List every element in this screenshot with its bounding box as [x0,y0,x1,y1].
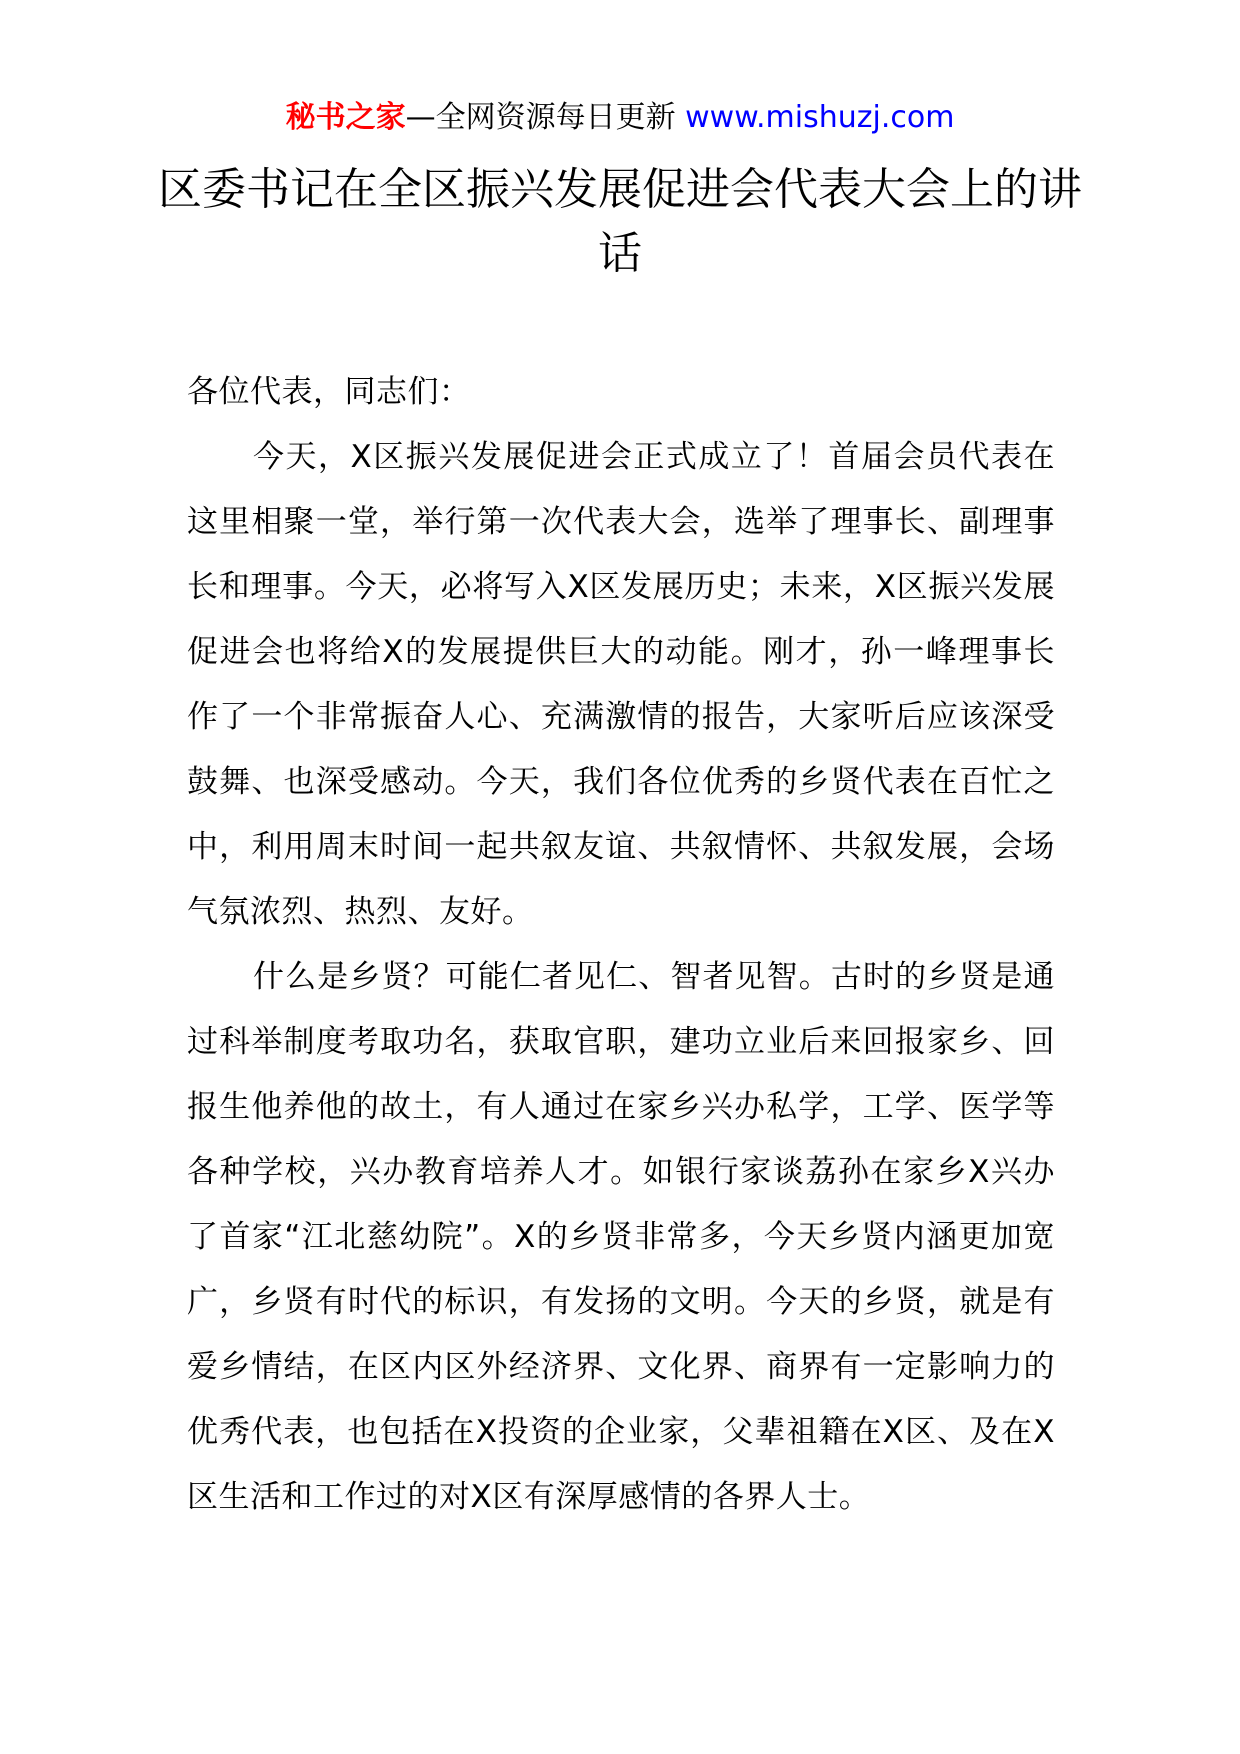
site-header [0,98,1240,138]
salutation: 各位代表，同志们： [187,374,471,410]
body-paragraph: 什么是乡贤？可能仁者见仁、智者见智。古时的乡贤是通过科举制度考取功名，获取官职，建功立业后来回报家乡、回报生他养他的故土，有人通过在家乡兴办私学，工学、医学等各种学校，兴办教育培养人才。如银行家谈荔孙在家乡X兴办了首家“江北慈幼院”。X的乡贤非常多，今天乡贤内涵更加宽广，乡贤有时代的标识，有发扬的文明。今天的乡贤，就是有爱乡情结，在区内区外经济界、文化界、商界有一定影响力的优秀代表，也包括在X投资的企业家，父辈祖籍在X区、及在X区生活和工作过的对X区有深厚感情的各界人士。 [187,959,1055,1515]
document-title: 区委书记在全区振兴发展促进会代表大会上的讲话 [158,164,1082,279]
site-brand: 秘书之家 [285,100,406,135]
site-tagline: —全网资源每日更新 [405,100,676,135]
document-body [187,360,1055,1530]
body-paragraph: 今天，X区振兴发展促进会正式成立了！首届会员代表在这里相聚一堂，举行第一次代表大会，选举了理事长、副理事长和理事。今天，必将写入X区发展历史；未来，X区振兴发展促进会也将给X的发展提供巨大的动能。刚才，孙一峰理事长作了一个非常振奋人心、充满激情的报告，大家听后应该深受鼓舞、也深受感动。今天，我们各位优秀的乡贤代表在百忙之中，利用周末时间一起共叙友谊、共叙情怀、共叙发展，会场气氛浓烈、热烈、友好。 [187,439,1055,930]
site-url-link[interactable]: www.mishuzj.com [685,100,955,135]
